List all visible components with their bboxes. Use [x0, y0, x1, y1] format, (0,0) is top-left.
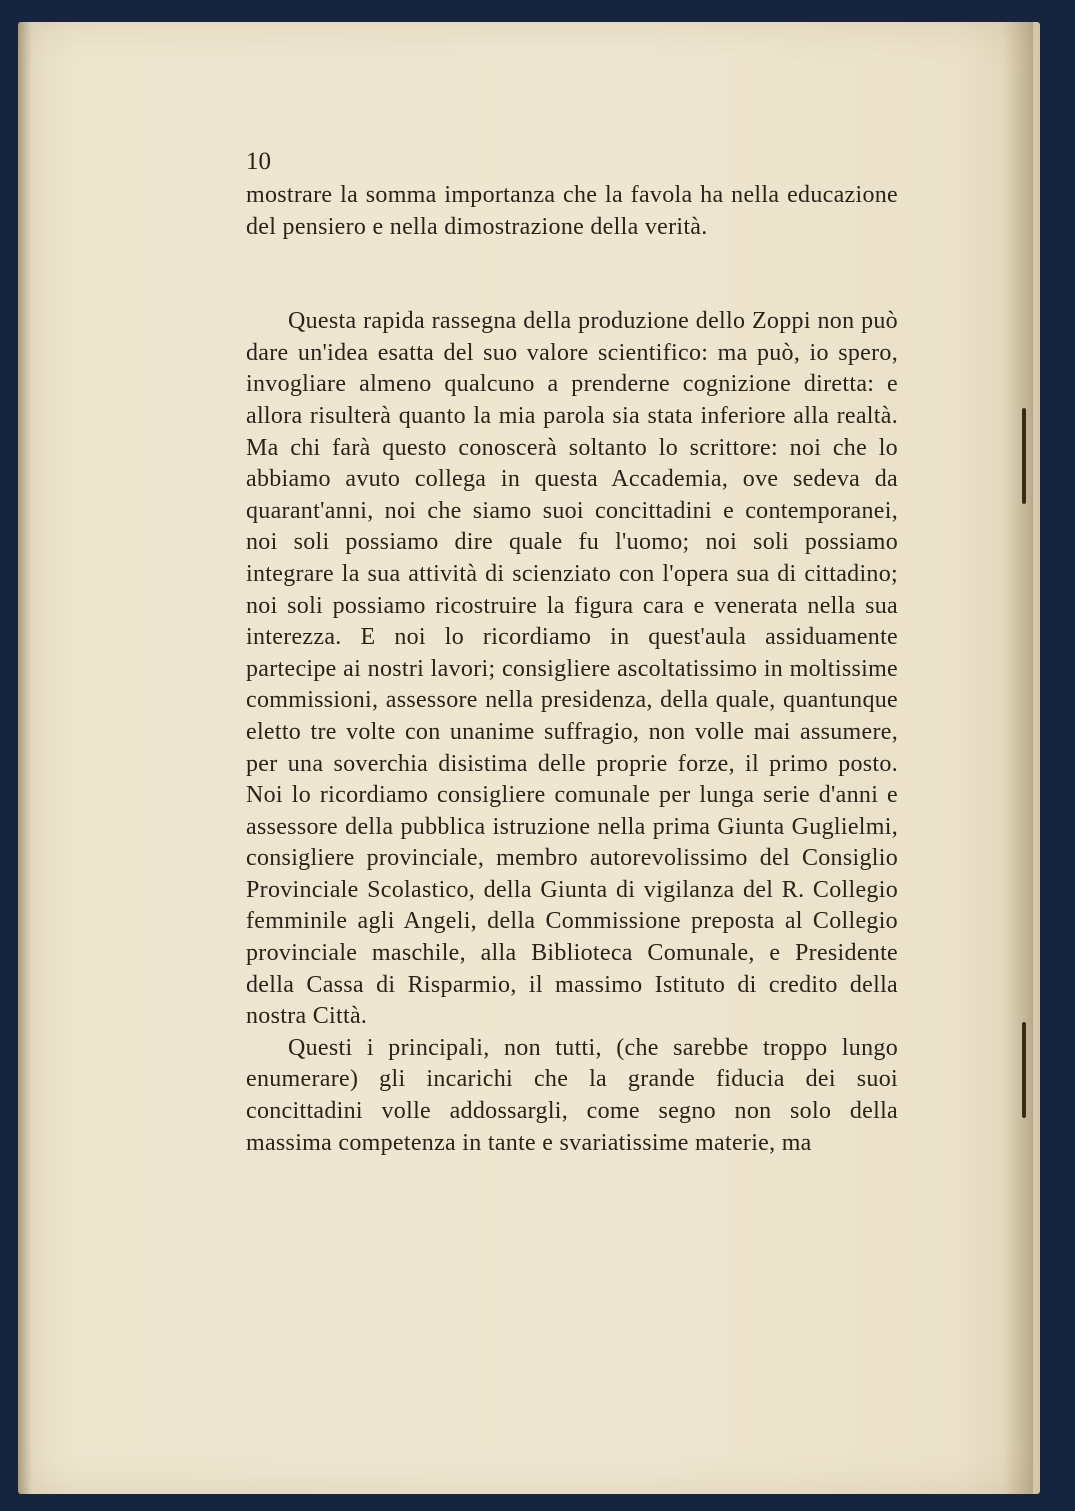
section-break [246, 243, 898, 306]
binding-stitch-lower [1022, 1022, 1026, 1118]
paragraph-continuation: mostrare la somma importanza che la favola ha nella educazione del pensiero e nella dimostrazione della verità. [246, 182, 898, 240]
page-number: 10 [246, 148, 271, 175]
paragraph-closing: Questi i principali, non tutti, (che sarebbe troppo lungo enumerare) gli incarichi che la grande fiducia dei suoi concittadini volle addossargli, come segno non solo della massima competenza in tante e svariatissime materie, ma [246, 1034, 898, 1156]
page-edge-shadow [1003, 22, 1033, 1494]
binding-stitch-upper [1022, 408, 1026, 504]
paragraph-main: Questa rapida rassegna della produzione dello Zoppi non può dare un'idea esatta del suo valore scientifico: ma può, io spero, invogliare almeno qualcuno a prenderne cognizione diretta: e allora risulterà quanto la mia parola sia stata inferiore alla realtà. Ma chi farà questo conoscerà soltanto lo scrittore: noi che lo abbiamo avuto collega in questa Accademia, ove sedeva da quarant'anni, noi che siamo suoi concittadini e contemporanei, noi soli possiamo dire quale fu l'uomo; noi soli possiamo integrare la sua attività di scienziato con l'opera sua di cittadino; noi soli possiamo ricostruire la figura cara e venerata nella sua interezza. E noi lo ricordiamo in quest'aula assiduamente partecipe ai nostri lavori; consigliere ascoltatissimo in moltissime commissioni, assessore nella presidenza, della quale, quantunque eletto tre volte con unanime suffragio, non volle mai assumere, per una soverchia disistima delle proprie forze, il primo posto. Noi lo ricordiamo consigliere comunale per lunga serie d'anni e assessore della pubblica istruzione nella prima Giunta Guglielmi, consigliere provinciale, membro autorevolissimo del Consiglio Provinciale Scolastico, della Giunta di vigilanza del R. Collegio femminile agli Angeli, della Commissione preposta al Collegio provinciale maschile, alla Biblioteca Comunale, e Presidente della Cassa di Risparmio, il massimo Istituto di credito della nostra Città. [246, 308, 898, 1030]
page-gutter-shadow [18, 22, 32, 1494]
body-text [246, 180, 898, 1159]
